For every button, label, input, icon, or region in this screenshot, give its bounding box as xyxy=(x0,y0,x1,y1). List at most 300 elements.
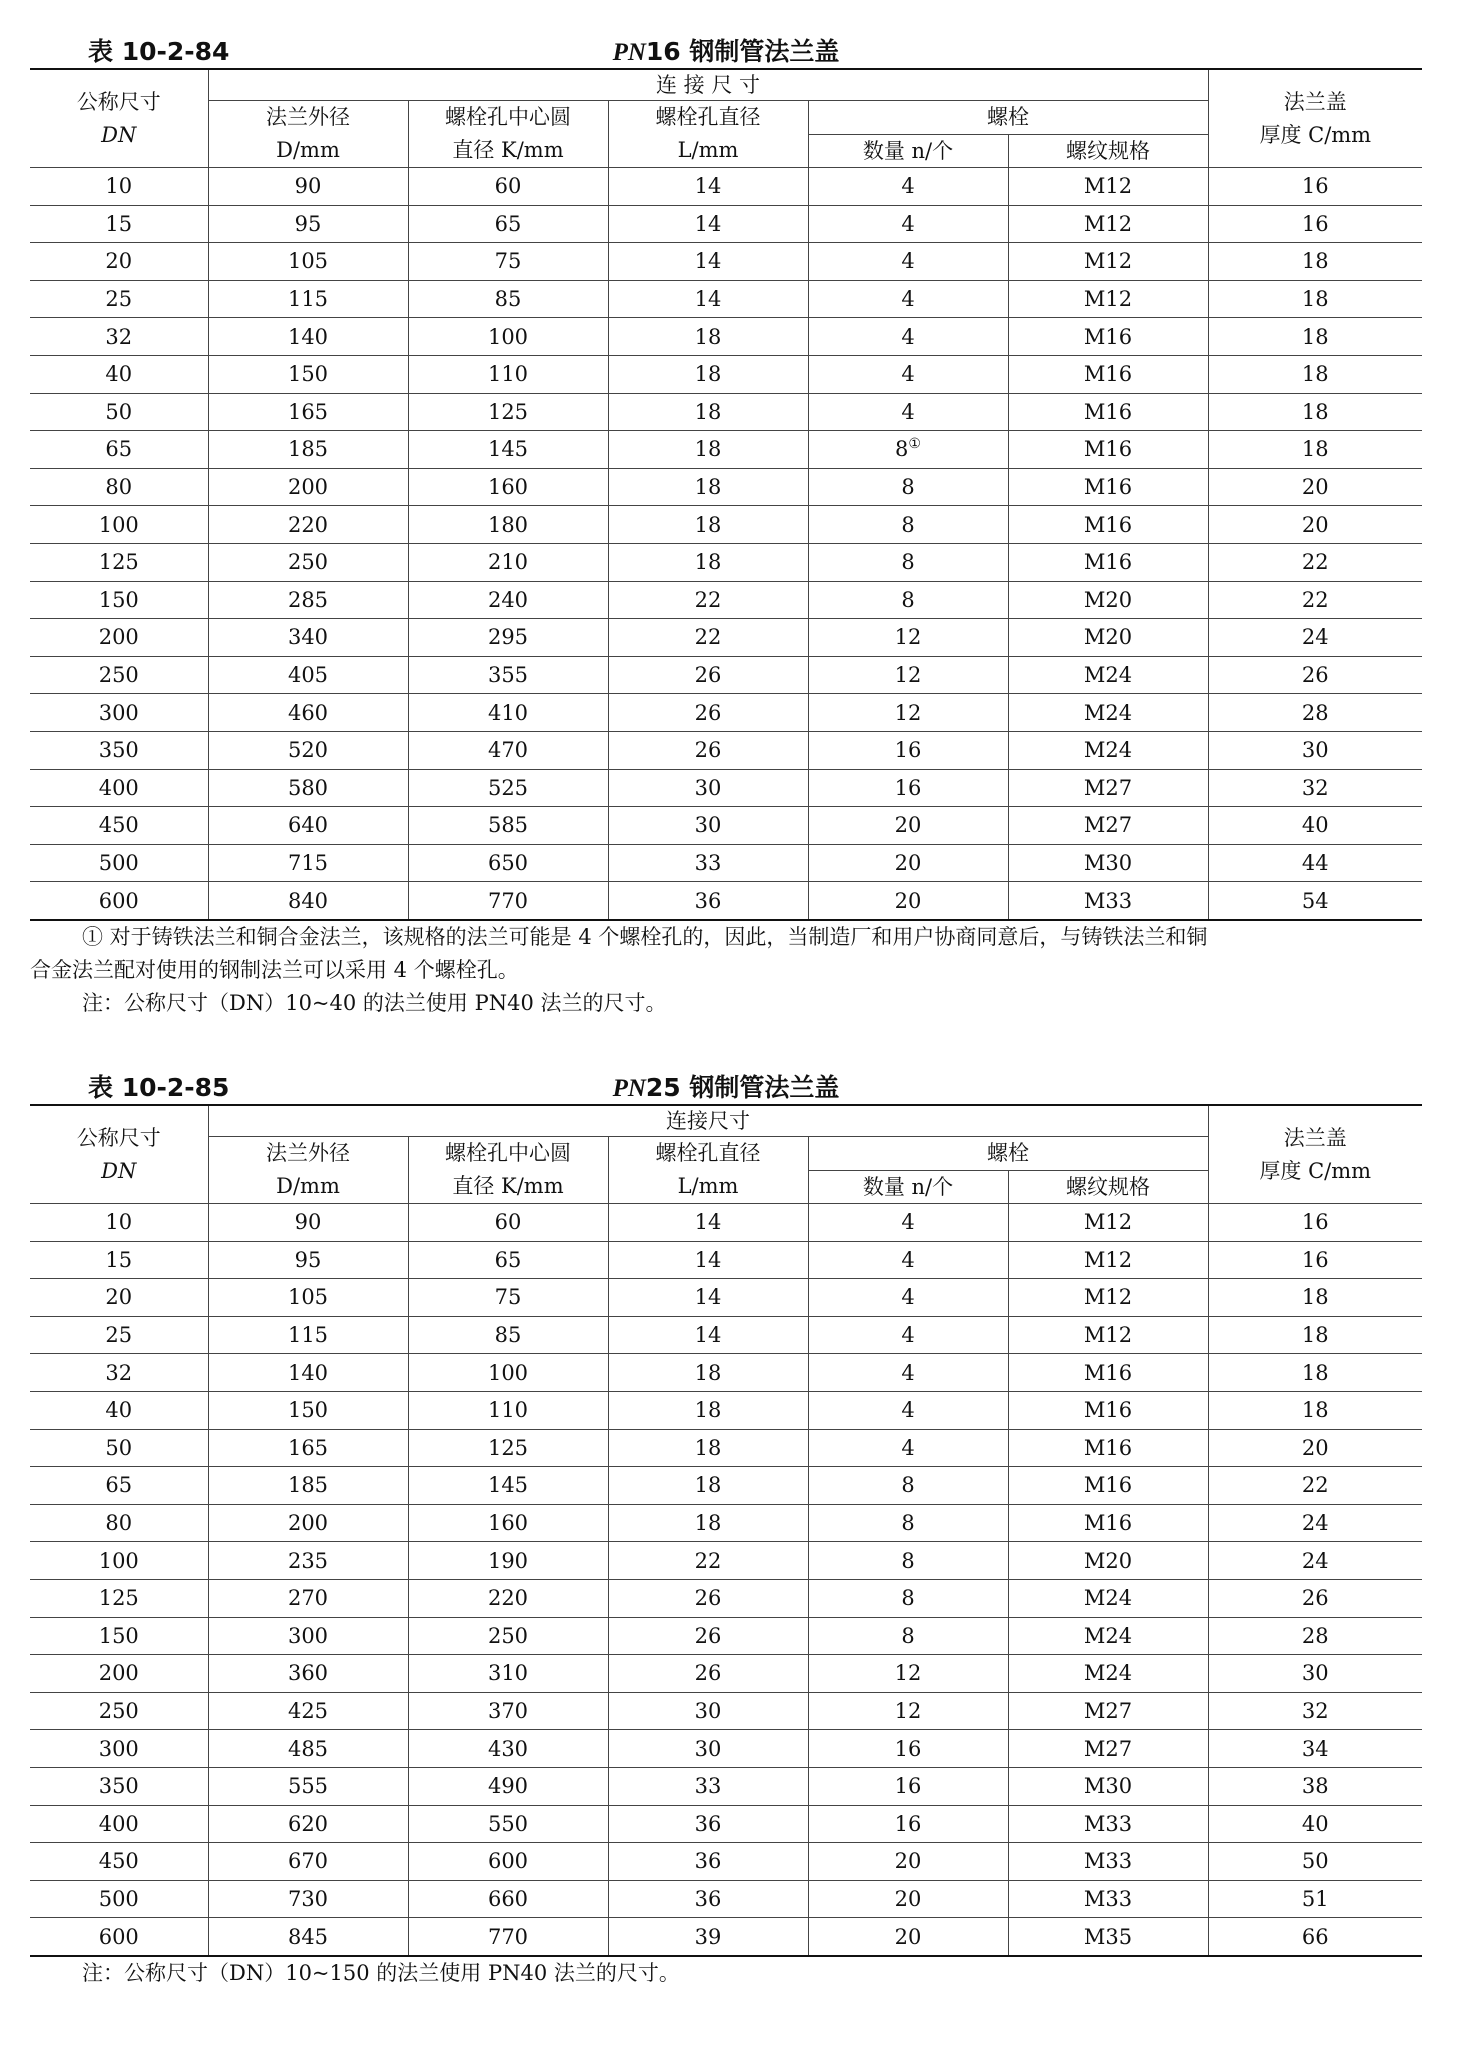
table-block-85 xyxy=(30,1064,1422,1990)
cell-bolt-hole: 18 xyxy=(608,431,808,469)
cell-bolt-hole: 22 xyxy=(608,581,808,619)
table-caption xyxy=(30,1064,1422,1104)
cell-bolt-circle: 240 xyxy=(408,581,608,619)
cell-thread-spec: M27 xyxy=(1008,1692,1208,1730)
cell-bolt-circle: 470 xyxy=(408,731,608,769)
cell-bolt-count: 16 xyxy=(808,1767,1008,1805)
cell-thickness: 18 xyxy=(1208,318,1422,356)
cell-bolt-hole: 36 xyxy=(608,882,808,920)
cell-outer-diameter: 485 xyxy=(208,1730,408,1768)
table-body xyxy=(30,1204,1422,1956)
cell-thickness: 50 xyxy=(1208,1843,1422,1881)
table-caption xyxy=(30,28,1422,68)
header-thickness: 法兰盖 厚度 C/mm xyxy=(1208,1105,1422,1204)
cell-thread-spec: M12 xyxy=(1008,205,1208,243)
cell-dn: 15 xyxy=(30,205,208,243)
cell-bolt-hole: 36 xyxy=(608,1805,808,1843)
cell-bolt-count: 8① xyxy=(808,431,1008,469)
cell-thickness: 18 xyxy=(1208,243,1422,281)
cell-thickness: 18 xyxy=(1208,1391,1422,1429)
cell-thickness: 30 xyxy=(1208,1655,1422,1693)
cell-bolt-count: 20 xyxy=(808,807,1008,845)
cell-dn: 350 xyxy=(30,731,208,769)
cell-thread-spec: M24 xyxy=(1008,1579,1208,1617)
cell-bolt-circle: 100 xyxy=(408,318,608,356)
cell-bolt-count: 8 xyxy=(808,468,1008,506)
cell-bolt-circle: 60 xyxy=(408,1204,608,1242)
cell-thread-spec: M12 xyxy=(1008,1316,1208,1354)
cell-bolt-circle: 550 xyxy=(408,1805,608,1843)
cell-thread-spec: M16 xyxy=(1008,1429,1208,1467)
cell-outer-diameter: 670 xyxy=(208,1843,408,1881)
cell-bolt-hole: 30 xyxy=(608,1692,808,1730)
cell-bolt-count: 4 xyxy=(808,1316,1008,1354)
table-row xyxy=(30,1730,1422,1768)
table-row xyxy=(30,731,1422,769)
cell-outer-diameter: 845 xyxy=(208,1918,408,1956)
header-dn: 公称尺寸 DN xyxy=(30,69,208,168)
cell-thread-spec: M12 xyxy=(1008,168,1208,206)
cell-outer-diameter: 555 xyxy=(208,1767,408,1805)
cell-bolt-hole: 18 xyxy=(608,1504,808,1542)
cell-dn: 40 xyxy=(30,355,208,393)
cell-bolt-circle: 250 xyxy=(408,1617,608,1655)
cell-bolt-circle: 210 xyxy=(408,543,608,581)
header-bolt-hole: 螺栓孔直径 L/mm xyxy=(608,101,808,168)
cell-bolt-hole: 26 xyxy=(608,1579,808,1617)
cell-thread-spec: M27 xyxy=(1008,807,1208,845)
cell-thread-spec: M24 xyxy=(1008,656,1208,694)
cell-bolt-count: 16 xyxy=(808,1805,1008,1843)
cell-thickness: 32 xyxy=(1208,769,1422,807)
table-row xyxy=(30,1880,1422,1918)
cell-bolt-hole: 14 xyxy=(608,1204,808,1242)
cell-dn: 600 xyxy=(30,882,208,920)
cell-thickness: 34 xyxy=(1208,1730,1422,1768)
cell-bolt-hole: 14 xyxy=(608,1279,808,1317)
cell-bolt-hole: 18 xyxy=(608,393,808,431)
cell-bolt-hole: 14 xyxy=(608,1316,808,1354)
cell-bolt-circle: 220 xyxy=(408,1579,608,1617)
cell-thread-spec: M20 xyxy=(1008,581,1208,619)
cell-thickness: 24 xyxy=(1208,1542,1422,1580)
table-row xyxy=(30,694,1422,732)
table-note: 注：公称尺寸（DN）10~40 的法兰使用 PN40 法兰的尺寸。 xyxy=(82,990,667,1015)
cell-bolt-circle: 585 xyxy=(408,807,608,845)
cell-bolt-hole: 26 xyxy=(608,731,808,769)
cell-bolt-circle: 180 xyxy=(408,506,608,544)
cell-dn: 200 xyxy=(30,619,208,657)
cell-bolt-count: 12 xyxy=(808,1692,1008,1730)
cell-bolt-circle: 525 xyxy=(408,769,608,807)
cell-bolt-circle: 770 xyxy=(408,882,608,920)
header-thread-spec: 螺纹规格 xyxy=(1008,134,1208,168)
table-row xyxy=(30,1542,1422,1580)
table-row xyxy=(30,882,1422,920)
cell-bolt-hole: 30 xyxy=(608,1730,808,1768)
cell-outer-diameter: 105 xyxy=(208,1279,408,1317)
cell-thread-spec: M16 xyxy=(1008,506,1208,544)
cell-bolt-circle: 85 xyxy=(408,1316,608,1354)
table-row xyxy=(30,1429,1422,1467)
cell-dn: 80 xyxy=(30,468,208,506)
cell-bolt-circle: 160 xyxy=(408,468,608,506)
header-bolt-circle: 螺栓孔中心圆 直径 K/mm xyxy=(408,101,608,168)
table-block-84 xyxy=(30,28,1422,1020)
cell-thread-spec: M20 xyxy=(1008,1542,1208,1580)
cell-thickness: 40 xyxy=(1208,807,1422,845)
cell-thread-spec: M30 xyxy=(1008,1767,1208,1805)
cell-dn: 65 xyxy=(30,1467,208,1505)
header-bolt: 螺栓 xyxy=(808,1137,1208,1171)
cell-dn: 400 xyxy=(30,1805,208,1843)
cell-dn: 100 xyxy=(30,506,208,544)
header-bolt-count: 数量 n/个 xyxy=(808,1170,1008,1204)
cell-thread-spec: M35 xyxy=(1008,1918,1208,1956)
cell-outer-diameter: 150 xyxy=(208,355,408,393)
cell-thread-spec: M12 xyxy=(1008,1204,1208,1242)
cell-bolt-circle: 410 xyxy=(408,694,608,732)
cell-dn: 25 xyxy=(30,280,208,318)
flange-table-pn16 xyxy=(30,68,1422,921)
cell-dn: 150 xyxy=(30,1617,208,1655)
cell-dn: 500 xyxy=(30,1880,208,1918)
cell-outer-diameter: 165 xyxy=(208,1429,408,1467)
cell-dn: 300 xyxy=(30,694,208,732)
cell-bolt-hole: 22 xyxy=(608,1542,808,1580)
cell-thickness: 28 xyxy=(1208,694,1422,732)
cell-outer-diameter: 520 xyxy=(208,731,408,769)
cell-outer-diameter: 235 xyxy=(208,1542,408,1580)
cell-bolt-count: 8 xyxy=(808,506,1008,544)
cell-bolt-circle: 660 xyxy=(408,1880,608,1918)
cell-bolt-circle: 65 xyxy=(408,1241,608,1279)
cell-bolt-hole: 26 xyxy=(608,1655,808,1693)
cell-thread-spec: M33 xyxy=(1008,1805,1208,1843)
cell-thickness: 18 xyxy=(1208,431,1422,469)
cell-outer-diameter: 200 xyxy=(208,1504,408,1542)
table-row xyxy=(30,1692,1422,1730)
table-row xyxy=(30,1279,1422,1317)
flange-table-pn25 xyxy=(30,1104,1422,1957)
header-thread-spec: 螺纹规格 xyxy=(1008,1170,1208,1204)
cell-dn: 150 xyxy=(30,581,208,619)
cell-thread-spec: M16 xyxy=(1008,318,1208,356)
title-rest: 16 钢制管法兰盖 xyxy=(645,37,840,66)
cell-outer-diameter: 360 xyxy=(208,1655,408,1693)
table-note: 注：公称尺寸（DN）10~150 的法兰使用 PN40 法兰的尺寸。 xyxy=(82,1960,680,1985)
cell-thickness: 66 xyxy=(1208,1918,1422,1956)
cell-dn: 50 xyxy=(30,1429,208,1467)
cell-thickness: 32 xyxy=(1208,1692,1422,1730)
cell-bolt-circle: 125 xyxy=(408,393,608,431)
cell-bolt-count: 8 xyxy=(808,1467,1008,1505)
cell-thread-spec: M12 xyxy=(1008,280,1208,318)
header-bolt: 螺栓 xyxy=(808,101,1208,135)
cell-outer-diameter: 95 xyxy=(208,1241,408,1279)
cell-thickness: 38 xyxy=(1208,1767,1422,1805)
cell-bolt-count: 4 xyxy=(808,205,1008,243)
cell-bolt-circle: 295 xyxy=(408,619,608,657)
cell-outer-diameter: 185 xyxy=(208,1467,408,1505)
cell-outer-diameter: 95 xyxy=(208,205,408,243)
cell-bolt-count: 4 xyxy=(808,243,1008,281)
cell-bolt-hole: 26 xyxy=(608,1617,808,1655)
cell-dn: 250 xyxy=(30,1692,208,1730)
cell-bolt-hole: 14 xyxy=(608,280,808,318)
cell-thickness: 22 xyxy=(1208,1467,1422,1505)
cell-bolt-count: 20 xyxy=(808,844,1008,882)
cell-outer-diameter: 105 xyxy=(208,243,408,281)
cell-dn: 65 xyxy=(30,431,208,469)
header-bolt-circle: 螺栓孔中心圆 直径 K/mm xyxy=(408,1137,608,1204)
cell-bolt-count: 16 xyxy=(808,1730,1008,1768)
table-row xyxy=(30,807,1422,845)
cell-thread-spec: M30 xyxy=(1008,844,1208,882)
title-italic: PN xyxy=(612,1075,646,1102)
title-italic: PN xyxy=(612,39,646,66)
cell-bolt-hole: 18 xyxy=(608,318,808,356)
cell-bolt-count: 8 xyxy=(808,1617,1008,1655)
cell-bolt-hole: 39 xyxy=(608,1918,808,1956)
cell-bolt-circle: 65 xyxy=(408,205,608,243)
cell-bolt-count: 8 xyxy=(808,1504,1008,1542)
cell-bolt-count: 16 xyxy=(808,731,1008,769)
cell-outer-diameter: 90 xyxy=(208,168,408,206)
cell-dn: 32 xyxy=(30,1354,208,1392)
table-row xyxy=(30,844,1422,882)
cell-bolt-circle: 110 xyxy=(408,355,608,393)
cell-dn: 10 xyxy=(30,1204,208,1242)
cell-bolt-hole: 18 xyxy=(608,1391,808,1429)
cell-bolt-circle: 75 xyxy=(408,1279,608,1317)
cell-bolt-hole: 36 xyxy=(608,1843,808,1881)
cell-dn: 80 xyxy=(30,1504,208,1542)
cell-outer-diameter: 90 xyxy=(208,1204,408,1242)
cell-bolt-circle: 370 xyxy=(408,1692,608,1730)
cell-dn: 350 xyxy=(30,1767,208,1805)
cell-dn: 15 xyxy=(30,1241,208,1279)
cell-thickness: 24 xyxy=(1208,1504,1422,1542)
table-row xyxy=(30,1316,1422,1354)
cell-thread-spec: M33 xyxy=(1008,882,1208,920)
cell-thread-spec: M24 xyxy=(1008,694,1208,732)
cell-dn: 600 xyxy=(30,1918,208,1956)
cell-bolt-circle: 60 xyxy=(408,168,608,206)
cell-bolt-count: 4 xyxy=(808,393,1008,431)
cell-bolt-hole: 26 xyxy=(608,694,808,732)
table-row xyxy=(30,318,1422,356)
cell-thread-spec: M33 xyxy=(1008,1843,1208,1881)
cell-bolt-hole: 14 xyxy=(608,168,808,206)
table-row xyxy=(30,1767,1422,1805)
cell-bolt-circle: 160 xyxy=(408,1504,608,1542)
header-thickness: 法兰盖 厚度 C/mm xyxy=(1208,69,1422,168)
table-row xyxy=(30,1843,1422,1881)
table-row xyxy=(30,431,1422,469)
cell-thread-spec: M20 xyxy=(1008,619,1208,657)
table-title xyxy=(30,32,1422,68)
cell-thickness: 16 xyxy=(1208,1241,1422,1279)
cell-dn: 25 xyxy=(30,1316,208,1354)
table-row xyxy=(30,1241,1422,1279)
cell-thread-spec: M16 xyxy=(1008,468,1208,506)
cell-thickness: 26 xyxy=(1208,656,1422,694)
header-outer-diameter: 法兰外径 D/mm xyxy=(208,1137,408,1204)
cell-dn: 50 xyxy=(30,393,208,431)
cell-bolt-circle: 190 xyxy=(408,1542,608,1580)
cell-bolt-circle: 600 xyxy=(408,1843,608,1881)
cell-dn: 250 xyxy=(30,656,208,694)
cell-bolt-count: 12 xyxy=(808,656,1008,694)
cell-outer-diameter: 165 xyxy=(208,393,408,431)
cell-thread-spec: M16 xyxy=(1008,1467,1208,1505)
cell-thread-spec: M27 xyxy=(1008,769,1208,807)
cell-bolt-hole: 26 xyxy=(608,656,808,694)
header-bolt-count: 数量 n/个 xyxy=(808,134,1008,168)
cell-bolt-hole: 18 xyxy=(608,1429,808,1467)
cell-dn: 100 xyxy=(30,1542,208,1580)
cell-bolt-count: 8 xyxy=(808,543,1008,581)
cell-bolt-count: 4 xyxy=(808,1279,1008,1317)
cell-outer-diameter: 425 xyxy=(208,1692,408,1730)
table-row xyxy=(30,1579,1422,1617)
cell-thickness: 16 xyxy=(1208,168,1422,206)
table-row xyxy=(30,1805,1422,1843)
cell-bolt-circle: 490 xyxy=(408,1767,608,1805)
cell-bolt-circle: 310 xyxy=(408,1655,608,1693)
cell-bolt-hole: 30 xyxy=(608,769,808,807)
cell-thread-spec: M12 xyxy=(1008,1279,1208,1317)
cell-thickness: 18 xyxy=(1208,355,1422,393)
cell-outer-diameter: 460 xyxy=(208,694,408,732)
cell-thickness: 18 xyxy=(1208,393,1422,431)
cell-thread-spec: M16 xyxy=(1008,543,1208,581)
header-outer-diameter: 法兰外径 D/mm xyxy=(208,101,408,168)
cell-thread-spec: M16 xyxy=(1008,355,1208,393)
cell-bolt-count: 20 xyxy=(808,1843,1008,1881)
cell-outer-diameter: 270 xyxy=(208,1579,408,1617)
cell-thread-spec: M16 xyxy=(1008,1354,1208,1392)
cell-bolt-hole: 22 xyxy=(608,619,808,657)
cell-thread-spec: M12 xyxy=(1008,1241,1208,1279)
cell-dn: 500 xyxy=(30,844,208,882)
cell-dn: 400 xyxy=(30,769,208,807)
cell-bolt-count: 8 xyxy=(808,1579,1008,1617)
cell-outer-diameter: 115 xyxy=(208,280,408,318)
cell-bolt-count: 12 xyxy=(808,1655,1008,1693)
cell-thread-spec: M16 xyxy=(1008,1391,1208,1429)
table-row xyxy=(30,506,1422,544)
cell-outer-diameter: 250 xyxy=(208,543,408,581)
cell-outer-diameter: 115 xyxy=(208,1316,408,1354)
table-row xyxy=(30,1391,1422,1429)
table-row xyxy=(30,393,1422,431)
cell-thickness: 18 xyxy=(1208,280,1422,318)
cell-bolt-count: 4 xyxy=(808,1354,1008,1392)
cell-bolt-count: 4 xyxy=(808,318,1008,356)
table-row xyxy=(30,1504,1422,1542)
table-body xyxy=(30,168,1422,920)
cell-dn: 450 xyxy=(30,807,208,845)
table-row xyxy=(30,619,1422,657)
cell-bolt-hole: 30 xyxy=(608,807,808,845)
cell-outer-diameter: 730 xyxy=(208,1880,408,1918)
cell-bolt-count: 20 xyxy=(808,1880,1008,1918)
cell-bolt-count: 4 xyxy=(808,1429,1008,1467)
cell-bolt-hole: 14 xyxy=(608,243,808,281)
cell-dn: 125 xyxy=(30,543,208,581)
cell-dn: 40 xyxy=(30,1391,208,1429)
cell-thickness: 24 xyxy=(1208,619,1422,657)
table-number: 表 10-2-84 xyxy=(88,37,230,66)
cell-bolt-circle: 145 xyxy=(408,431,608,469)
cell-bolt-circle: 770 xyxy=(408,1918,608,1956)
cell-bolt-count: 8 xyxy=(808,1542,1008,1580)
cell-thickness: 20 xyxy=(1208,1429,1422,1467)
header-connection-size: 连 接 尺 寸 xyxy=(208,69,1208,101)
table-row xyxy=(30,1467,1422,1505)
cell-thread-spec: M27 xyxy=(1008,1730,1208,1768)
table-row xyxy=(30,769,1422,807)
table-row xyxy=(30,280,1422,318)
cell-thickness: 22 xyxy=(1208,543,1422,581)
cell-thickness: 44 xyxy=(1208,844,1422,882)
table-row xyxy=(30,243,1422,281)
cell-thickness: 20 xyxy=(1208,506,1422,544)
cell-thickness: 51 xyxy=(1208,1880,1422,1918)
cell-outer-diameter: 300 xyxy=(208,1617,408,1655)
table-row xyxy=(30,581,1422,619)
cell-thickness: 18 xyxy=(1208,1316,1422,1354)
header-bolt-hole: 螺栓孔直径 L/mm xyxy=(608,1137,808,1204)
cell-outer-diameter: 580 xyxy=(208,769,408,807)
cell-thickness: 16 xyxy=(1208,205,1422,243)
cell-outer-diameter: 640 xyxy=(208,807,408,845)
cell-outer-diameter: 405 xyxy=(208,656,408,694)
footnote-1-cont: 合金法兰配对使用的钢制法兰可以采用 4 个螺栓孔。 xyxy=(30,957,519,982)
footnote-marker: ① xyxy=(908,436,921,453)
table-row xyxy=(30,1918,1422,1956)
cell-bolt-circle: 355 xyxy=(408,656,608,694)
cell-bolt-count: 16 xyxy=(808,769,1008,807)
cell-bolt-hole: 18 xyxy=(608,506,808,544)
title-rest: 25 钢制管法兰盖 xyxy=(645,1073,840,1102)
table-row xyxy=(30,168,1422,206)
cell-bolt-count: 20 xyxy=(808,882,1008,920)
cell-bolt-hole: 36 xyxy=(608,1880,808,1918)
cell-bolt-hole: 18 xyxy=(608,1354,808,1392)
cell-bolt-count: 4 xyxy=(808,1204,1008,1242)
cell-thread-spec: M16 xyxy=(1008,1504,1208,1542)
cell-bolt-circle: 85 xyxy=(408,280,608,318)
footnote-1: ① 对于铸铁法兰和铜合金法兰，该规格的法兰可能是 4 个螺栓孔的，因此，当制造厂和用户协商同意后，与铸铁法兰和铜 xyxy=(82,924,1208,949)
cell-thread-spec: M16 xyxy=(1008,393,1208,431)
cell-outer-diameter: 285 xyxy=(208,581,408,619)
cell-thickness: 26 xyxy=(1208,1579,1422,1617)
cell-bolt-count: 4 xyxy=(808,280,1008,318)
cell-bolt-count: 4 xyxy=(808,1391,1008,1429)
cell-outer-diameter: 620 xyxy=(208,1805,408,1843)
cell-bolt-hole: 14 xyxy=(608,205,808,243)
cell-bolt-hole: 14 xyxy=(608,1241,808,1279)
cell-dn: 32 xyxy=(30,318,208,356)
header-dn: 公称尺寸 DN xyxy=(30,1105,208,1204)
table-row xyxy=(30,1655,1422,1693)
cell-dn: 20 xyxy=(30,1279,208,1317)
table-row xyxy=(30,1204,1422,1242)
cell-bolt-hole: 18 xyxy=(608,1467,808,1505)
